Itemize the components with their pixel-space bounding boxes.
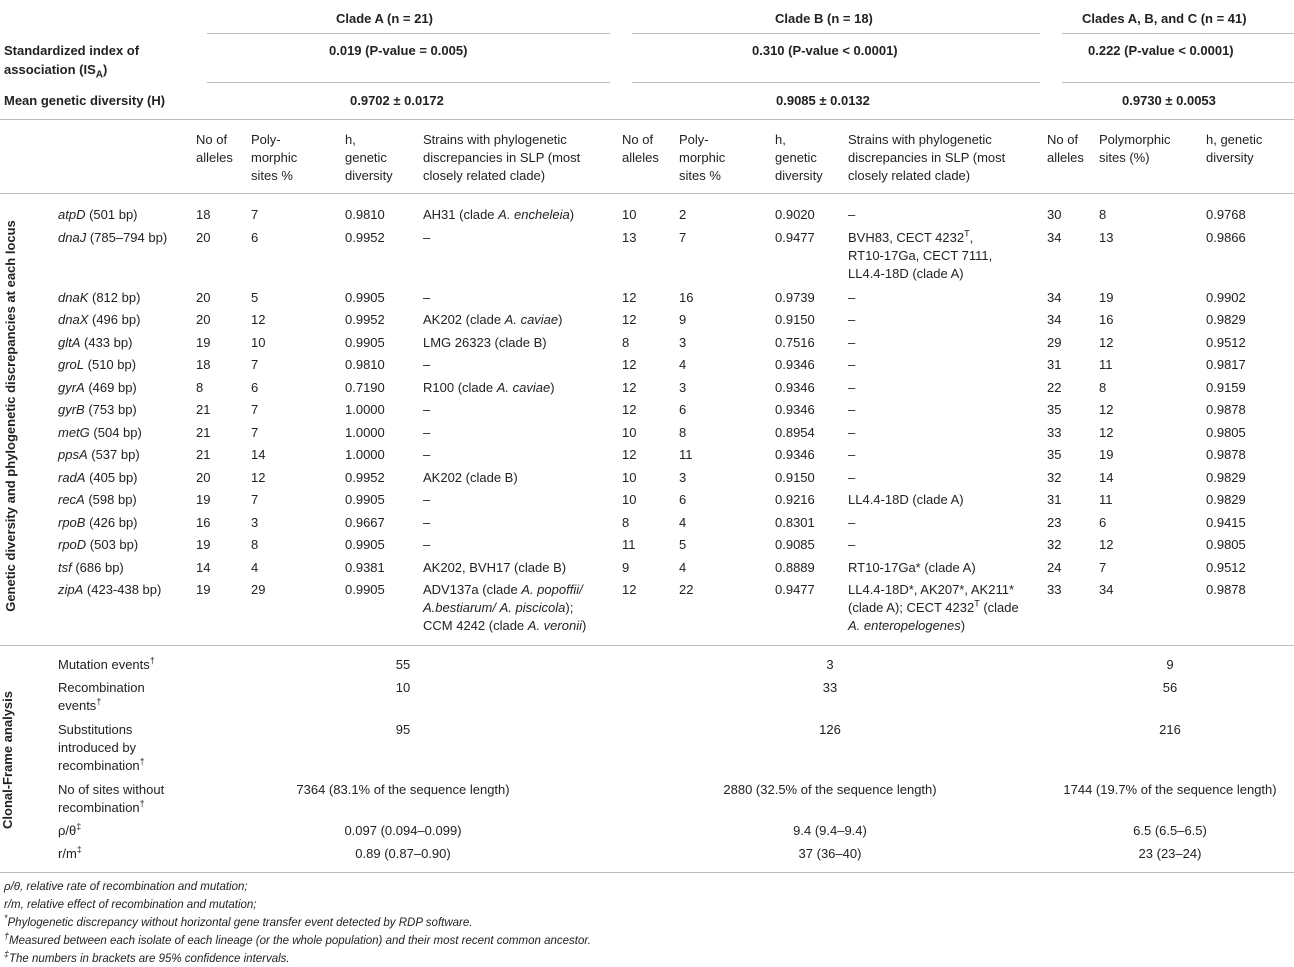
locus-name: dnaJ (785–794 bp) [58, 230, 168, 245]
clonal-row-label: Substitutions introduced by recombination† [58, 722, 145, 773]
divider [207, 33, 610, 34]
clade-abc-alleles: 23 [1047, 515, 1062, 530]
clade-a-h: 0.9905 [345, 290, 385, 305]
locus-name: gltA (433 bp) [58, 335, 133, 350]
locus-name: recA (598 bp) [58, 492, 137, 507]
mgd-clade-b: 0.9085 ± 0.0132 [776, 93, 870, 108]
clade-a-strains: AK202 (clade B) [423, 470, 518, 485]
header-clade-b: Clade B (n = 18) [775, 11, 873, 26]
clade-b-strains: LL4.4-18D (clade A) [848, 492, 964, 507]
clade-abc-alleles: 34 [1047, 290, 1062, 305]
clade-a-h: 1.0000 [345, 425, 385, 440]
locus-name: tsf (686 bp) [58, 560, 124, 575]
clade-b-alleles: 9 [622, 560, 630, 575]
clade-abc-polymorphic: 19 [1099, 447, 1114, 462]
footnote: ρ/θ, relative rate of recombination and mutation; [4, 881, 248, 893]
clade-b-strains: – [848, 402, 856, 417]
section-label-loci: Genetic diversity and phylogenetic discrepancies at each locus [3, 220, 18, 612]
clonal-value-clade-b: 2880 (32.5% of the sequence length) [723, 782, 937, 797]
mgd-label: Mean genetic diversity (H) [4, 93, 166, 108]
clade-b-h: 0.9346 [775, 357, 815, 372]
clade-abc-h: 0.9805 [1206, 537, 1246, 552]
clade-abc-alleles: 33 [1047, 425, 1062, 440]
col-strains-b: Strains with phylogenetic discrepancies in SLP (most closely related clade) [848, 132, 1006, 183]
clade-b-alleles: 12 [622, 402, 637, 417]
isa-clade-b: 0.310 (P-value < 0.0001) [752, 43, 898, 58]
clonal-value-abc: 216 [1159, 722, 1181, 737]
isa-label-line1: Standardized index of [4, 43, 140, 58]
clade-b-polymorphic: 16 [679, 290, 694, 305]
clade-b-polymorphic: 6 [679, 402, 687, 417]
clonal-value-abc: 9 [1166, 657, 1174, 672]
col-alleles-a: No of alleles [196, 132, 233, 165]
clade-b-alleles: 12 [622, 312, 637, 327]
clade-a-h: 0.9905 [345, 537, 385, 552]
clade-a-alleles: 19 [196, 582, 211, 597]
clade-abc-h: 0.9415 [1206, 515, 1246, 530]
clade-a-polymorphic: 29 [251, 582, 266, 597]
isa-label-line2: association $(IS_A)$ [4, 62, 108, 81]
clade-b-alleles: 12 [622, 447, 637, 462]
clade-abc-alleles: 31 [1047, 357, 1062, 372]
clonal-row-label: No of sites without recombination† [58, 782, 165, 815]
clade-a-strains: – [423, 492, 431, 507]
clade-abc-polymorphic: 16 [1099, 312, 1114, 327]
header-clade-a: Clade A (n = 21) [336, 11, 433, 26]
clade-b-strains: BVH83, CECT $4232^T$, RT10-17Ga, CECT 7111, LL4.4-18D (clade A) [848, 228, 993, 281]
clade-a-polymorphic: 12 [251, 312, 266, 327]
col-h-b: h, genetic diversity [775, 132, 823, 183]
clade-b-h: 0.9477 [775, 230, 815, 245]
clade-a-strains: – [423, 447, 431, 462]
divider [0, 119, 1294, 120]
clade-abc-alleles: 22 [1047, 380, 1062, 395]
clade-a-polymorphic: 8 [251, 537, 259, 552]
clade-abc-polymorphic: 34 [1099, 582, 1114, 597]
divider [632, 33, 1040, 34]
clade-a-strains: AK202, BVH17 (clade B) [423, 560, 567, 575]
clade-a-polymorphic: 7 [251, 402, 259, 417]
clade-a-polymorphic: 12 [251, 470, 266, 485]
clonal-value-clade-a: 55 [395, 657, 411, 672]
clade-abc-h: 0.9829 [1206, 312, 1246, 327]
clade-b-h: 0.8301 [775, 515, 815, 530]
clade-abc-polymorphic: 12 [1099, 537, 1114, 552]
clade-b-polymorphic: 9 [679, 312, 687, 327]
clade-b-strains: – [848, 537, 856, 552]
footnote: ‡The numbers in brackets are 95% confidence intervals. [4, 949, 290, 965]
clade-abc-h: 0.9512 [1206, 560, 1246, 575]
clade-a-strains: – [423, 402, 431, 417]
clonal-row-label: r/m‡ [58, 844, 82, 861]
clade-abc-h: 0.9768 [1206, 207, 1246, 222]
clade-b-polymorphic: 7 [679, 230, 687, 245]
clade-b-strains: – [848, 335, 856, 350]
clade-a-polymorphic: 7 [251, 492, 259, 507]
clonal-value-clade-b: 126 [819, 722, 841, 737]
clade-a-strains: AK202 (clade A. caviae) [423, 312, 563, 327]
clade-a-alleles: 20 [196, 290, 211, 305]
clade-abc-polymorphic: 8 [1099, 380, 1107, 395]
col-h-a: h, genetic diversity [345, 132, 393, 183]
clade-a-h: 0.9381 [345, 560, 385, 575]
clonal-value-clade-a: 0.097 (0.094–0.099) [344, 823, 462, 838]
clade-abc-h: 0.9817 [1206, 357, 1246, 372]
clade-b-polymorphic: 3 [679, 335, 687, 350]
clade-b-alleles: 13 [622, 230, 637, 245]
clade-abc-h: 0.9159 [1206, 380, 1246, 395]
mgd-clade-abc: 0.9730 ± 0.0053 [1122, 93, 1216, 108]
clade-abc-h: 0.9902 [1206, 290, 1246, 305]
clade-abc-h: 0.9878 [1206, 582, 1246, 597]
clade-a-h: 0.9810 [345, 357, 385, 372]
clade-abc-alleles: 30 [1047, 207, 1062, 222]
clade-abc-h: 0.9866 [1206, 230, 1246, 245]
clonal-row-label: ρ/θ‡ [58, 821, 82, 838]
clade-a-h: 0.7190 [345, 380, 385, 395]
clade-a-strains: R100 (clade A. caviae) [423, 380, 555, 395]
clade-abc-polymorphic: 11 [1099, 492, 1113, 507]
clade-a-alleles: 21 [196, 447, 211, 462]
clade-b-h: 0.8889 [775, 560, 815, 575]
clonal-value-abc: 56 [1162, 680, 1178, 695]
clade-a-h: 1.0000 [345, 447, 385, 462]
clade-b-polymorphic: 6 [679, 492, 687, 507]
clonal-value-clade-a: 0.89 (0.87–0.90) [355, 846, 451, 861]
clade-a-strains: – [423, 537, 431, 552]
divider [632, 82, 1040, 83]
clade-b-alleles: 11 [622, 537, 636, 552]
clade-abc-alleles: 34 [1047, 230, 1062, 245]
col-poly-a: Poly- morphic sites % [251, 132, 298, 183]
clade-a-h: 0.9952 [345, 470, 385, 485]
footnote: †Measured between each isolate of each lineage (or the whole population) and their most recent common ancestor. [4, 931, 591, 947]
clonal-value-clade-b: 9.4 (9.4–9.4) [793, 823, 867, 838]
clade-a-polymorphic: 7 [251, 357, 259, 372]
clade-b-polymorphic: 4 [679, 357, 687, 372]
divider [0, 193, 1294, 194]
clade-a-alleles: 21 [196, 425, 211, 440]
clade-a-polymorphic: 6 [251, 380, 259, 395]
clade-b-alleles: 10 [622, 492, 637, 507]
divider [1062, 82, 1294, 83]
clade-abc-polymorphic: 13 [1099, 230, 1114, 245]
clade-abc-alleles: 29 [1047, 335, 1062, 350]
clade-a-polymorphic: 4 [251, 560, 259, 575]
clade-b-alleles: 12 [622, 290, 637, 305]
clonal-row-label: Mutation events† [58, 655, 155, 672]
clade-b-strains: – [848, 380, 856, 395]
clade-abc-polymorphic: 7 [1099, 560, 1107, 575]
clade-b-h: 0.9085 [775, 537, 815, 552]
clade-abc-alleles: 35 [1047, 447, 1062, 462]
clade-a-alleles: 16 [196, 515, 211, 530]
clade-abc-h: 0.9829 [1206, 470, 1246, 485]
locus-name: radA (405 bp) [58, 470, 138, 485]
clade-a-polymorphic: 7 [251, 425, 259, 440]
clade-b-strains: – [848, 447, 856, 462]
clade-abc-polymorphic: 14 [1099, 470, 1114, 485]
col-alleles-b: No of alleles [622, 132, 659, 165]
clade-a-strains: – [423, 515, 431, 530]
clade-a-strains: – [423, 230, 431, 245]
clade-abc-alleles: 32 [1047, 537, 1062, 552]
locus-name: atpD (501 bp) [58, 207, 138, 222]
col-poly-b: Poly- morphic sites % [679, 132, 726, 183]
locus-name: metG (504 bp) [58, 425, 142, 440]
clade-abc-alleles: 31 [1047, 492, 1062, 507]
clade-b-h: 0.9150 [775, 312, 815, 327]
divider [1062, 33, 1294, 34]
clade-b-alleles: 12 [622, 380, 637, 395]
clade-b-alleles: 12 [622, 357, 637, 372]
clade-a-h: 0.9667 [345, 515, 385, 530]
clade-a-polymorphic: 10 [251, 335, 266, 350]
clade-b-strains: – [848, 290, 856, 305]
clade-a-alleles: 8 [196, 380, 204, 395]
clade-b-polymorphic: 8 [679, 425, 687, 440]
clade-b-polymorphic: 22 [679, 582, 694, 597]
clonal-value-clade-a: 7364 (83.1% of the sequence length) [296, 782, 510, 797]
header-clade-abc: Clades A, B, and C (n = 41) [1082, 11, 1247, 26]
locus-name: rpoD (503 bp) [58, 537, 139, 552]
locus-name: zipA (423-438 bp) [58, 582, 162, 597]
clade-b-strains: – [848, 515, 856, 530]
clade-abc-h: 0.9805 [1206, 425, 1246, 440]
clade-b-polymorphic: 3 [679, 380, 687, 395]
clade-b-h: 0.9346 [775, 380, 815, 395]
clade-a-alleles: 19 [196, 335, 211, 350]
clade-a-polymorphic: 7 [251, 207, 259, 222]
locus-name: groL (510 bp) [58, 357, 137, 372]
clade-abc-polymorphic: 8 [1099, 207, 1107, 222]
section-label-clonal: Clonal-Frame analysis [0, 691, 15, 829]
clade-b-strains: – [848, 425, 856, 440]
clade-b-alleles: 12 [622, 582, 637, 597]
clade-abc-h: 0.9878 [1206, 447, 1246, 462]
clade-a-alleles: 19 [196, 537, 211, 552]
clade-abc-polymorphic: 19 [1099, 290, 1114, 305]
clade-a-strains: LMG 26323 (clade B) [423, 335, 547, 350]
clade-b-strains: – [848, 470, 856, 485]
clade-abc-polymorphic: 6 [1099, 515, 1107, 530]
clade-b-h: 0.9020 [775, 207, 815, 222]
divider [0, 872, 1294, 873]
clade-a-alleles: 20 [196, 230, 211, 245]
clade-b-h: 0.9346 [775, 447, 815, 462]
clade-a-alleles: 20 [196, 312, 211, 327]
clade-a-polymorphic: 5 [251, 290, 259, 305]
clonal-row-label: Recombination events† [58, 680, 145, 713]
col-poly-abc: Polymorphic sites (%) [1099, 132, 1171, 165]
clade-b-h: 0.9216 [775, 492, 815, 507]
clade-b-polymorphic: 4 [679, 560, 687, 575]
clade-b-h: 0.9346 [775, 402, 815, 417]
clade-b-h: 0.9150 [775, 470, 815, 485]
col-strains-a: Strains with phylogenetic discrepancies in SLP (most closely related clade) [423, 132, 581, 183]
clade-b-strains: RT10-17Ga* (clade A) [848, 560, 976, 575]
clade-a-h: 0.9905 [345, 335, 385, 350]
clade-abc-polymorphic: 12 [1099, 335, 1114, 350]
col-h-abc: h, genetic diversity [1206, 132, 1263, 165]
clade-abc-polymorphic: 11 [1099, 357, 1113, 372]
clade-b-polymorphic: 2 [679, 207, 687, 222]
clade-a-h: 0.9952 [345, 312, 385, 327]
clade-b-h: 0.9477 [775, 582, 815, 597]
clade-a-strains: ADV137a (clade A. popoffii/ A.bestiarum/ A. piscicola); CCM 4242 (clade A. veronii) [423, 582, 587, 633]
clade-a-h: 1.0000 [345, 402, 385, 417]
isa-clade-abc: 0.222 (P-value < 0.0001) [1088, 43, 1234, 58]
clade-b-strains: – [848, 312, 856, 327]
clade-a-alleles: 19 [196, 492, 211, 507]
locus-name: gyrB (753 bp) [58, 402, 137, 417]
footnote: r/m, relative effect of recombination and mutation; [4, 899, 257, 911]
clonal-value-abc: 6.5 (6.5–6.5) [1133, 823, 1207, 838]
clonal-value-abc: 1744 (19.7% of the sequence length) [1063, 782, 1277, 797]
clonal-value-clade-a: 95 [395, 722, 411, 737]
col-alleles-abc: No of alleles [1047, 132, 1084, 165]
locus-name: ppsA (537 bp) [58, 447, 140, 462]
clade-a-strains: – [423, 290, 431, 305]
clade-b-h: 0.7516 [775, 335, 815, 350]
clade-abc-polymorphic: 12 [1099, 402, 1114, 417]
clade-b-polymorphic: 4 [679, 515, 687, 530]
clade-abc-alleles: 35 [1047, 402, 1062, 417]
clade-abc-h: 0.9512 [1206, 335, 1246, 350]
clade-b-h: 0.8954 [775, 425, 815, 440]
clade-abc-alleles: 34 [1047, 312, 1062, 327]
clonal-value-abc: 23 (23–24) [1138, 846, 1202, 861]
clade-a-polymorphic: 6 [251, 230, 259, 245]
divider [0, 645, 1294, 646]
locus-name: dnaK (812 bp) [58, 290, 141, 305]
clade-abc-polymorphic: 12 [1099, 425, 1114, 440]
clade-a-alleles: 18 [196, 207, 211, 222]
clade-abc-h: 0.9878 [1206, 402, 1246, 417]
footnote: *Phylogenetic discrepancy without horizontal gene transfer event detected by RDP software. [4, 913, 473, 929]
clade-a-polymorphic: 14 [251, 447, 266, 462]
locus-name: rpoB (426 bp) [58, 515, 138, 530]
clade-a-polymorphic: 3 [251, 515, 259, 530]
clade-a-h: 0.9905 [345, 492, 385, 507]
clade-b-polymorphic: 11 [679, 447, 693, 462]
isa-clade-a: 0.019 (P-value = 0.005) [329, 43, 468, 58]
clade-b-alleles: 8 [622, 335, 630, 350]
clade-b-alleles: 10 [622, 470, 637, 485]
clade-a-alleles: 20 [196, 470, 211, 485]
clade-abc-alleles: 24 [1047, 560, 1062, 575]
clade-a-h: 0.9810 [345, 207, 385, 222]
locus-name: gyrA (469 bp) [58, 380, 137, 395]
clade-a-alleles: 14 [196, 560, 211, 575]
clade-b-polymorphic: 3 [679, 470, 687, 485]
locus-name: dnaX (496 bp) [58, 312, 141, 327]
clonal-value-clade-b: 37 (36–40) [798, 846, 862, 861]
clade-a-strains: – [423, 357, 431, 372]
clade-abc-alleles: 32 [1047, 470, 1062, 485]
mgd-clade-a: 0.9702 ± 0.0172 [350, 93, 444, 108]
clade-a-h: 0.9905 [345, 582, 385, 597]
divider [207, 82, 610, 83]
clade-b-strains: – [848, 207, 856, 222]
clonal-value-clade-a: 10 [395, 680, 411, 695]
clade-b-alleles: 8 [622, 515, 630, 530]
clade-b-polymorphic: 5 [679, 537, 687, 552]
clade-a-strains: – [423, 425, 431, 440]
clade-a-alleles: 18 [196, 357, 211, 372]
clade-a-strains: AH31 (clade A. encheleia) [423, 207, 575, 222]
clade-b-strains: – [848, 357, 856, 372]
clade-b-h: 0.9739 [775, 290, 815, 305]
clade-abc-alleles: 33 [1047, 582, 1062, 597]
clade-b-strains: LL4.4-18D*, AK207*, AK211* (clade A); CECT $4232^T$ (clade A. enteropelogenes) [848, 582, 1019, 633]
clade-b-alleles: 10 [622, 425, 637, 440]
clonal-value-clade-b: 3 [826, 657, 834, 672]
clade-b-alleles: 10 [622, 207, 637, 222]
clonal-value-clade-b: 33 [822, 680, 838, 695]
clade-a-alleles: 21 [196, 402, 211, 417]
clade-abc-h: 0.9829 [1206, 492, 1246, 507]
clade-a-h: 0.9952 [345, 230, 385, 245]
